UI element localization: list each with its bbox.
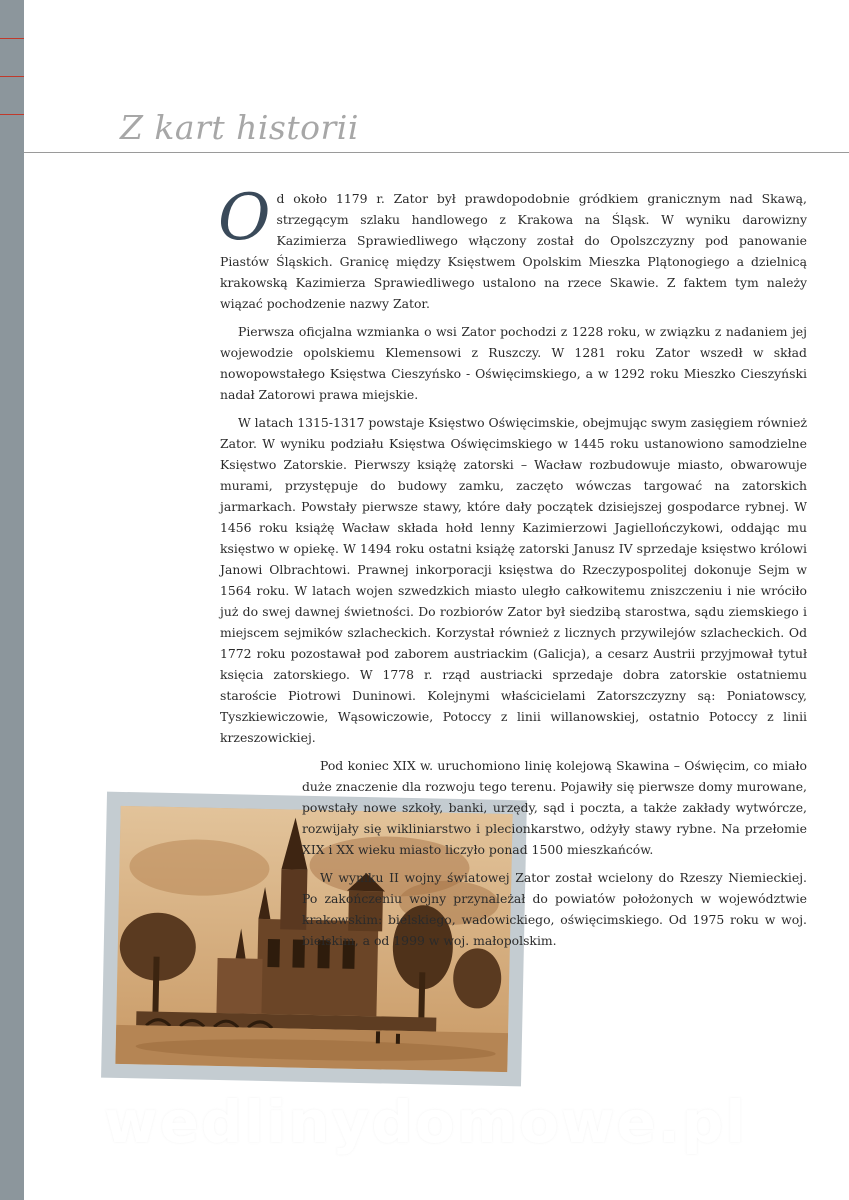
strip-mark xyxy=(0,38,24,39)
header-divider xyxy=(24,152,849,153)
watermark-text: wedlinydomowe.pl xyxy=(104,1088,748,1156)
strip-mark xyxy=(0,76,24,77)
drop-cap: O xyxy=(218,181,271,255)
page-title: Z kart historii xyxy=(120,108,359,147)
strip-mark xyxy=(0,114,24,115)
article-paragraph: W wyniku II wojny światowej Zator został wcielony do Rzeszy Niemieckiej. Po zakończeniu wojny przynależał do powiatów położonych w województwie krakowskim: bielskiego, wadowickiego, oświęcimskiego. Od 1975 roku w woj. bielskim, a od 1999 w woj. małopolskim. xyxy=(302,870,807,948)
article-paragraph: Pierwsza oficjalna wzmianka o wsi Zator pochodzi z 1228 roku, w związku z nadaniem jej wojewodzie opolskiemu Klemensowi z Ruszczy. W 1281 roku Zator wszedł w skład nowopowstałego Księstwa Cieszyńsko - Oświęcimskiego, a w 1292 roku Mieszko Cieszyński nadał Zatorowi prawa miejskie. xyxy=(220,324,807,402)
article-paragraph: Pod koniec XIX w. uruchomiono linię kolejową Skawina – Oświęcim, co miało duże znaczenie dla rozwoju tego terenu. Pojawiły się pierwsze domy murowane, powstały nowe szkoły, banki, urzędy, sąd i poczta, a także zakłady wytwórcze, rozwijały się wikliniarstwo i plecionkarstwo, odżyły stawy rybne. Na przełomie XIX i XX wieku miasto liczyło ponad 1500 mieszkańców. xyxy=(220,755,807,860)
article-paragraph: W latach 1315-1317 powstaje Księstwo Oświęcimskie, obejmując swym zasięgiem również Zator. W wyniku podziału Księstwa Oświęcimskiego w 1445 roku ustanowiono samodzielne Księstwo Zatorskie. Pierwszy książę zatorski – Wacław rozbudowuje miasto, obwarowuje murami, przystępuje do budowy zamku, zaczęto wówczas targować na zatorskich jarmarkach. Powstały pierwsze stawy, które dały początek dzisiejszej gospodarce rybnej. W 1456 roku książę Wacław składa hołd lenny Kazimierzowi Jagiellończykowi, oddając mu księstwo w opiekę. W 1494 roku ostatni książę zatorski Janusz IV sprzedaje księstwo królowi Janowi Olbrachtowi. Prawnej inkorporacji księstwa do Rzeczypospolitej dokonuje Sejm w 1564 roku. W latach wojen szwedzkich miasto uległo całkowitemu zniszczeniu i nie wróciło już do swej dawnej świetności. Do rozbiorów Zator był siedzibą starostwa, sądu ziemskiego i miejscem sejmików szlacheckich. Korzystał również z licznych przywilejów szlacheckich. Od 1772 roku pozostawał pod zaborem austriackim (Galicja), a cesarz Austrii przyjmował tytuł księcia zatorskiego. W 1778 r. rząd austriacki sprzedaje dobra zatorskie ostatniemu staroście Piotrowi Duninowi. Kolejnymi właścicielami Zatorszczyzny są: Poniatowscy, Tyszkiewiczowie, Wąsowiczowie, Potoccy z linii willanowskiej, ostatnio Potoccy z linii krzeszowickiej. xyxy=(220,415,807,745)
image-wrap-spacer xyxy=(0,797,302,1097)
article-body xyxy=(218,181,807,1097)
article-paragraph: Od około 1179 r. Zator był prawdopodobnie gródkiem granicznym nad Skawą, strzegącym szlaku handlowego z Krakowa na Śląsk. W wyniku darowizny Kazimierza Sprawiedliwego włączony został do Opolszczyzny pod panowanie Piastów Śląskich. Granicę między Księstwem Opolskim Mieszka Plątonogiego a dzielnicą krakowską Kazimierza Sprawiedliwego ustalono na rzece Skawie. Z faktem tym należy wiązać pochodzenie nazwy Zator. xyxy=(218,181,807,311)
